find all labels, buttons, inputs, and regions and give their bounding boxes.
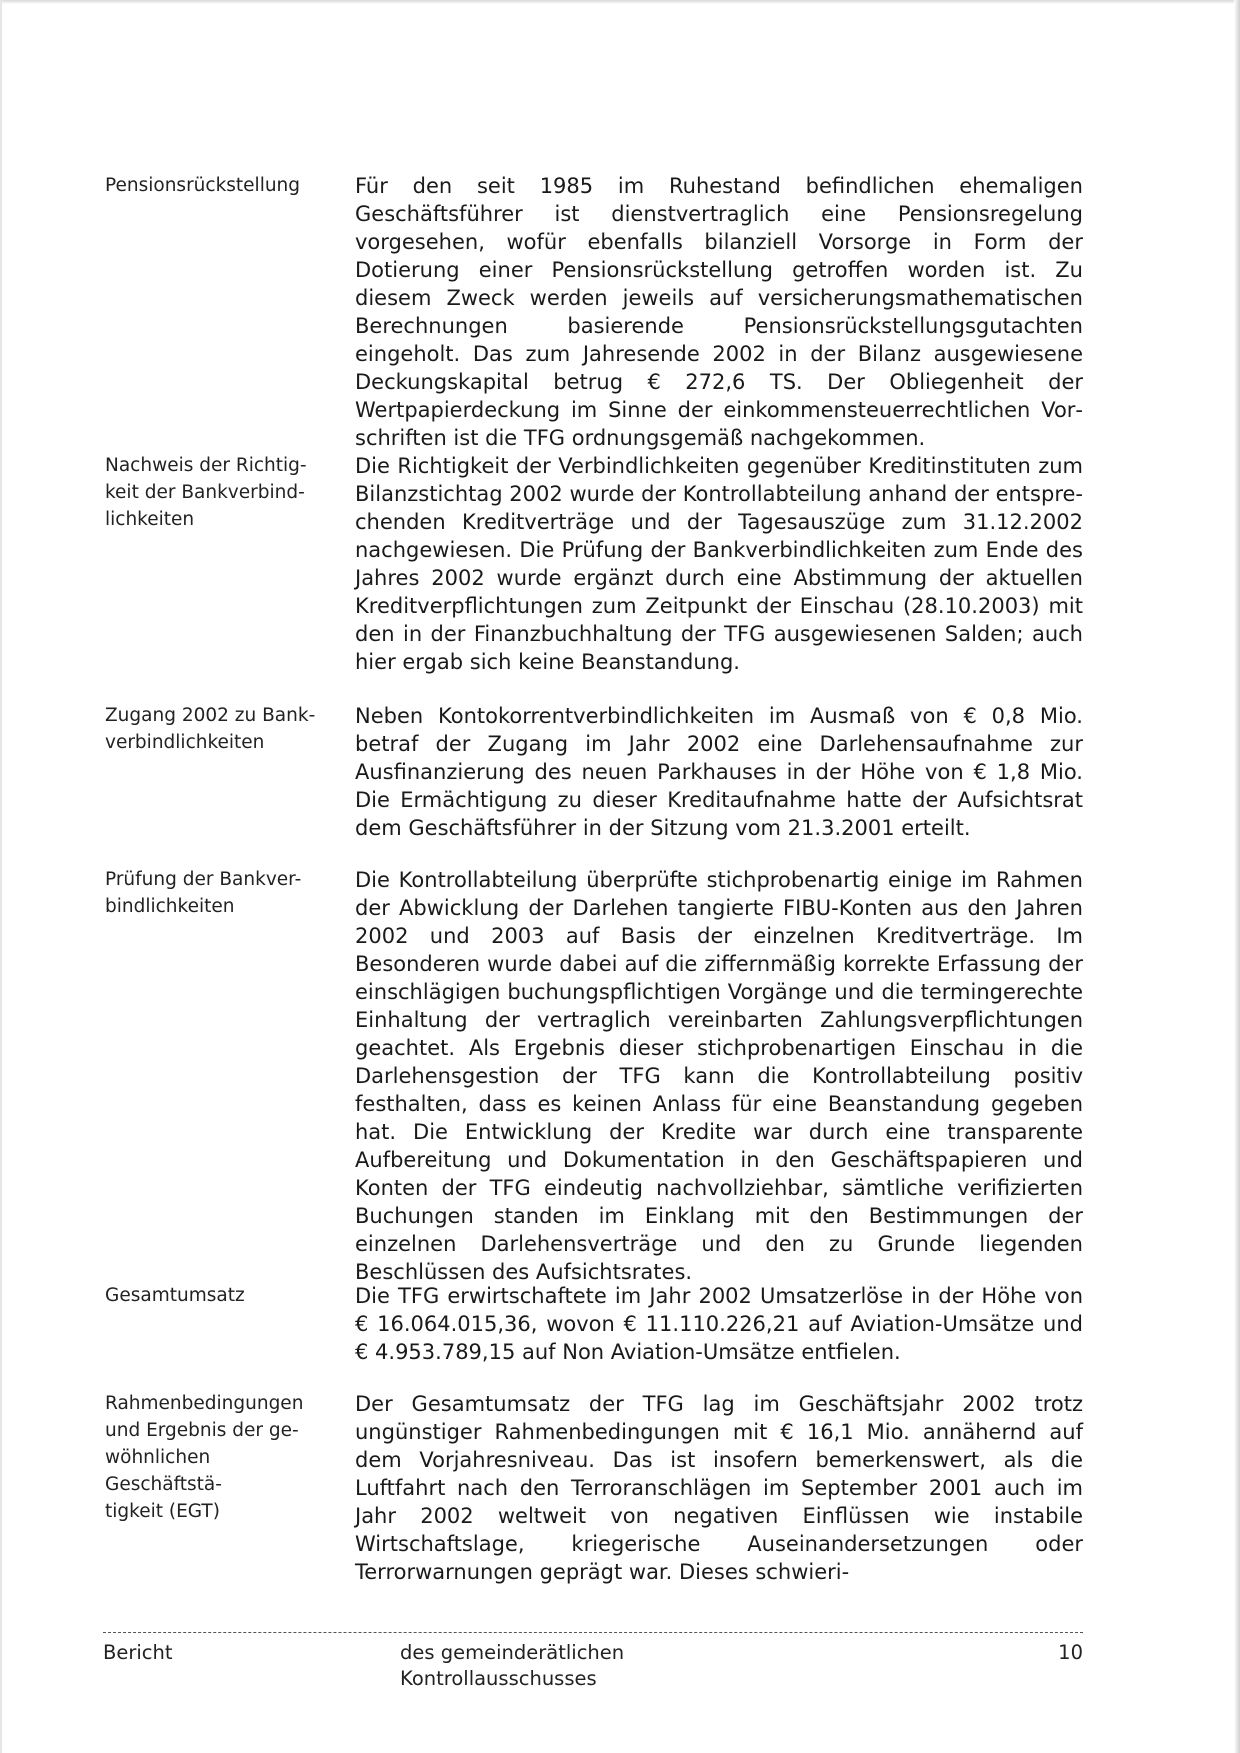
side-label: Nachweis der Richtig- keit der Bankverbind- lichkeiten <box>105 455 307 530</box>
side-label: Rahmenbedingungen und Ergebnis der ge- wöhnlichen Geschäftstä- tigkeit (EGT) <box>105 1393 304 1522</box>
page-number: 10 <box>1058 1641 1083 1664</box>
scan-edge-top <box>0 0 1240 4</box>
paragraph: Die Kontrollabteilung überprüfte stichprobenartig einige im Rahmen der Abwicklung der Darlehen tangierte FIBU-Konten aus den Jahren 2002 und 2003 auf Basis der einzelnen Kreditverträge. Im Besonderen wurde dabei auf die ziffernmäßig korrekte Erfassung der einschlägigen buchungspflichtigen Vorgänge und die termingerechte Einhaltung der vertraglich vereinbarten Zahlungsverpflichtungen geachtet. Als Ergebnis dieser stichprobenartigen Einschau in die Darlehensgestion der TFG kann die Kontrollabteilung positiv festhalten, dass es keinen Anlass für eine Beanstandung gegeben hat. Die Entwicklung der Kredite war durch eine transparente Aufbereitung und Dokumentation in den Geschäftspapieren und Konten der TFG eindeutig nachvollziehbar, sämtliche verifizierten Buchungen standen im Einklang mit den Bestimmungen der einzelnen Darlehensverträge und den zu Grunde liegenden Beschlüssen des Aufsichtsrates. <box>355 868 1083 1284</box>
side-label: Prüfung der Bankver- bindlichkeiten <box>105 869 302 917</box>
paragraph: Neben Kontokorrentverbindlichkeiten im Ausmaß von € 0,8 Mio. betraf der Zugang im Jahr 2002 eine Darlehensaufnahme zur Ausfinanzierung des neuen Parkhauses in der Höhe von € 1,8 Mio. Die Ermächtigung zu dieser Kreditaufnahme hatte der Aufsichtsrat dem Geschäftsführer in der Sitzung vom 21.3.2001 erteilt. <box>355 704 1083 840</box>
side-label: Gesamtumsatz <box>105 1285 245 1306</box>
footer-report-label: Bericht <box>103 1641 173 1664</box>
scan-edge-left <box>0 0 2 1753</box>
side-label: Zugang 2002 zu Bank- verbindlichkeiten <box>105 705 316 753</box>
paragraph: Die Richtigkeit der Verbindlichkeiten gegenüber Kreditinstituten zum Bilanzstichtag 2002 wurde der Kontrollabteilung anhand der entsprechenden Kreditverträge und der Tagesauszüge zum 31.12.2002 nachgewiesen. Die Prüfung der Bankverbindlichkeiten zum Ende des Jahres 2002 wurde ergänzt durch eine Abstimmung der aktuellen Kreditverpflichtungen zum Zeitpunkt der Einschau (28.10.2003) mit den in der Finanzbuchhaltung der TFG ausgewiesenen Salden; auch hier ergab sich keine Beanstandung. <box>355 454 1083 674</box>
paragraph: Die TFG erwirtschaftete im Jahr 2002 Umsatzerlöse in der Höhe von € 16.064.015,36, wovon € 11.110.226,21 auf Aviation-Umsätze und € 4.953.789,15 auf Non Aviation-Umsätze entfielen. <box>355 1284 1083 1364</box>
side-label: Pensionsrückstellung <box>105 175 301 196</box>
footer-committee-label: des gemeinderätlichen Kontrollausschusses <box>400 1641 625 1690</box>
footer-rule <box>103 1632 1083 1633</box>
paragraph: Der Gesamtumsatz der TFG lag im Geschäftsjahr 2002 trotz ungünstiger Rahmenbedingungen mit € 16,1 Mio. annähernd auf dem Vorjahresniveau. Das ist insofern bemerkenswert, als die Luftfahrt nach den Terroranschlägen im September 2001 auch im Jahr 2002 weltweit von negativen Einflüssen wie instabile Wirtschaftslage, kriegerische Auseinandersetzungen oder Terrorwarnungen geprägt war. Dieses schwieri- <box>355 1392 1083 1584</box>
paragraph: Für den seit 1985 im Ruhestand befindlichen ehemaligen Geschäftsführer ist dienstvertraglich eine Pensionsregelung vorgesehen, wofür ebenfalls bilanziell Vorsorge in Form der Dotierung einer Pensionsrückstellung getroffen worden ist. Zu diesem Zweck werden jeweils auf versicherungsmathematischen Berechnungen basierende Pensionsrückstellungsgutachten eingeholt. Das zum Jahresende 2002 in der Bilanz ausgewiesene Deckungskapital betrug € 272,6 TS. Der Obliegenheit der Wertpapierdeckung im Sinne der einkommensteuerrechtlichen Vorschriften ist die TFG ordnungsgemäß nachgekommen. <box>355 174 1083 450</box>
scan-edge-right <box>1234 0 1240 1753</box>
